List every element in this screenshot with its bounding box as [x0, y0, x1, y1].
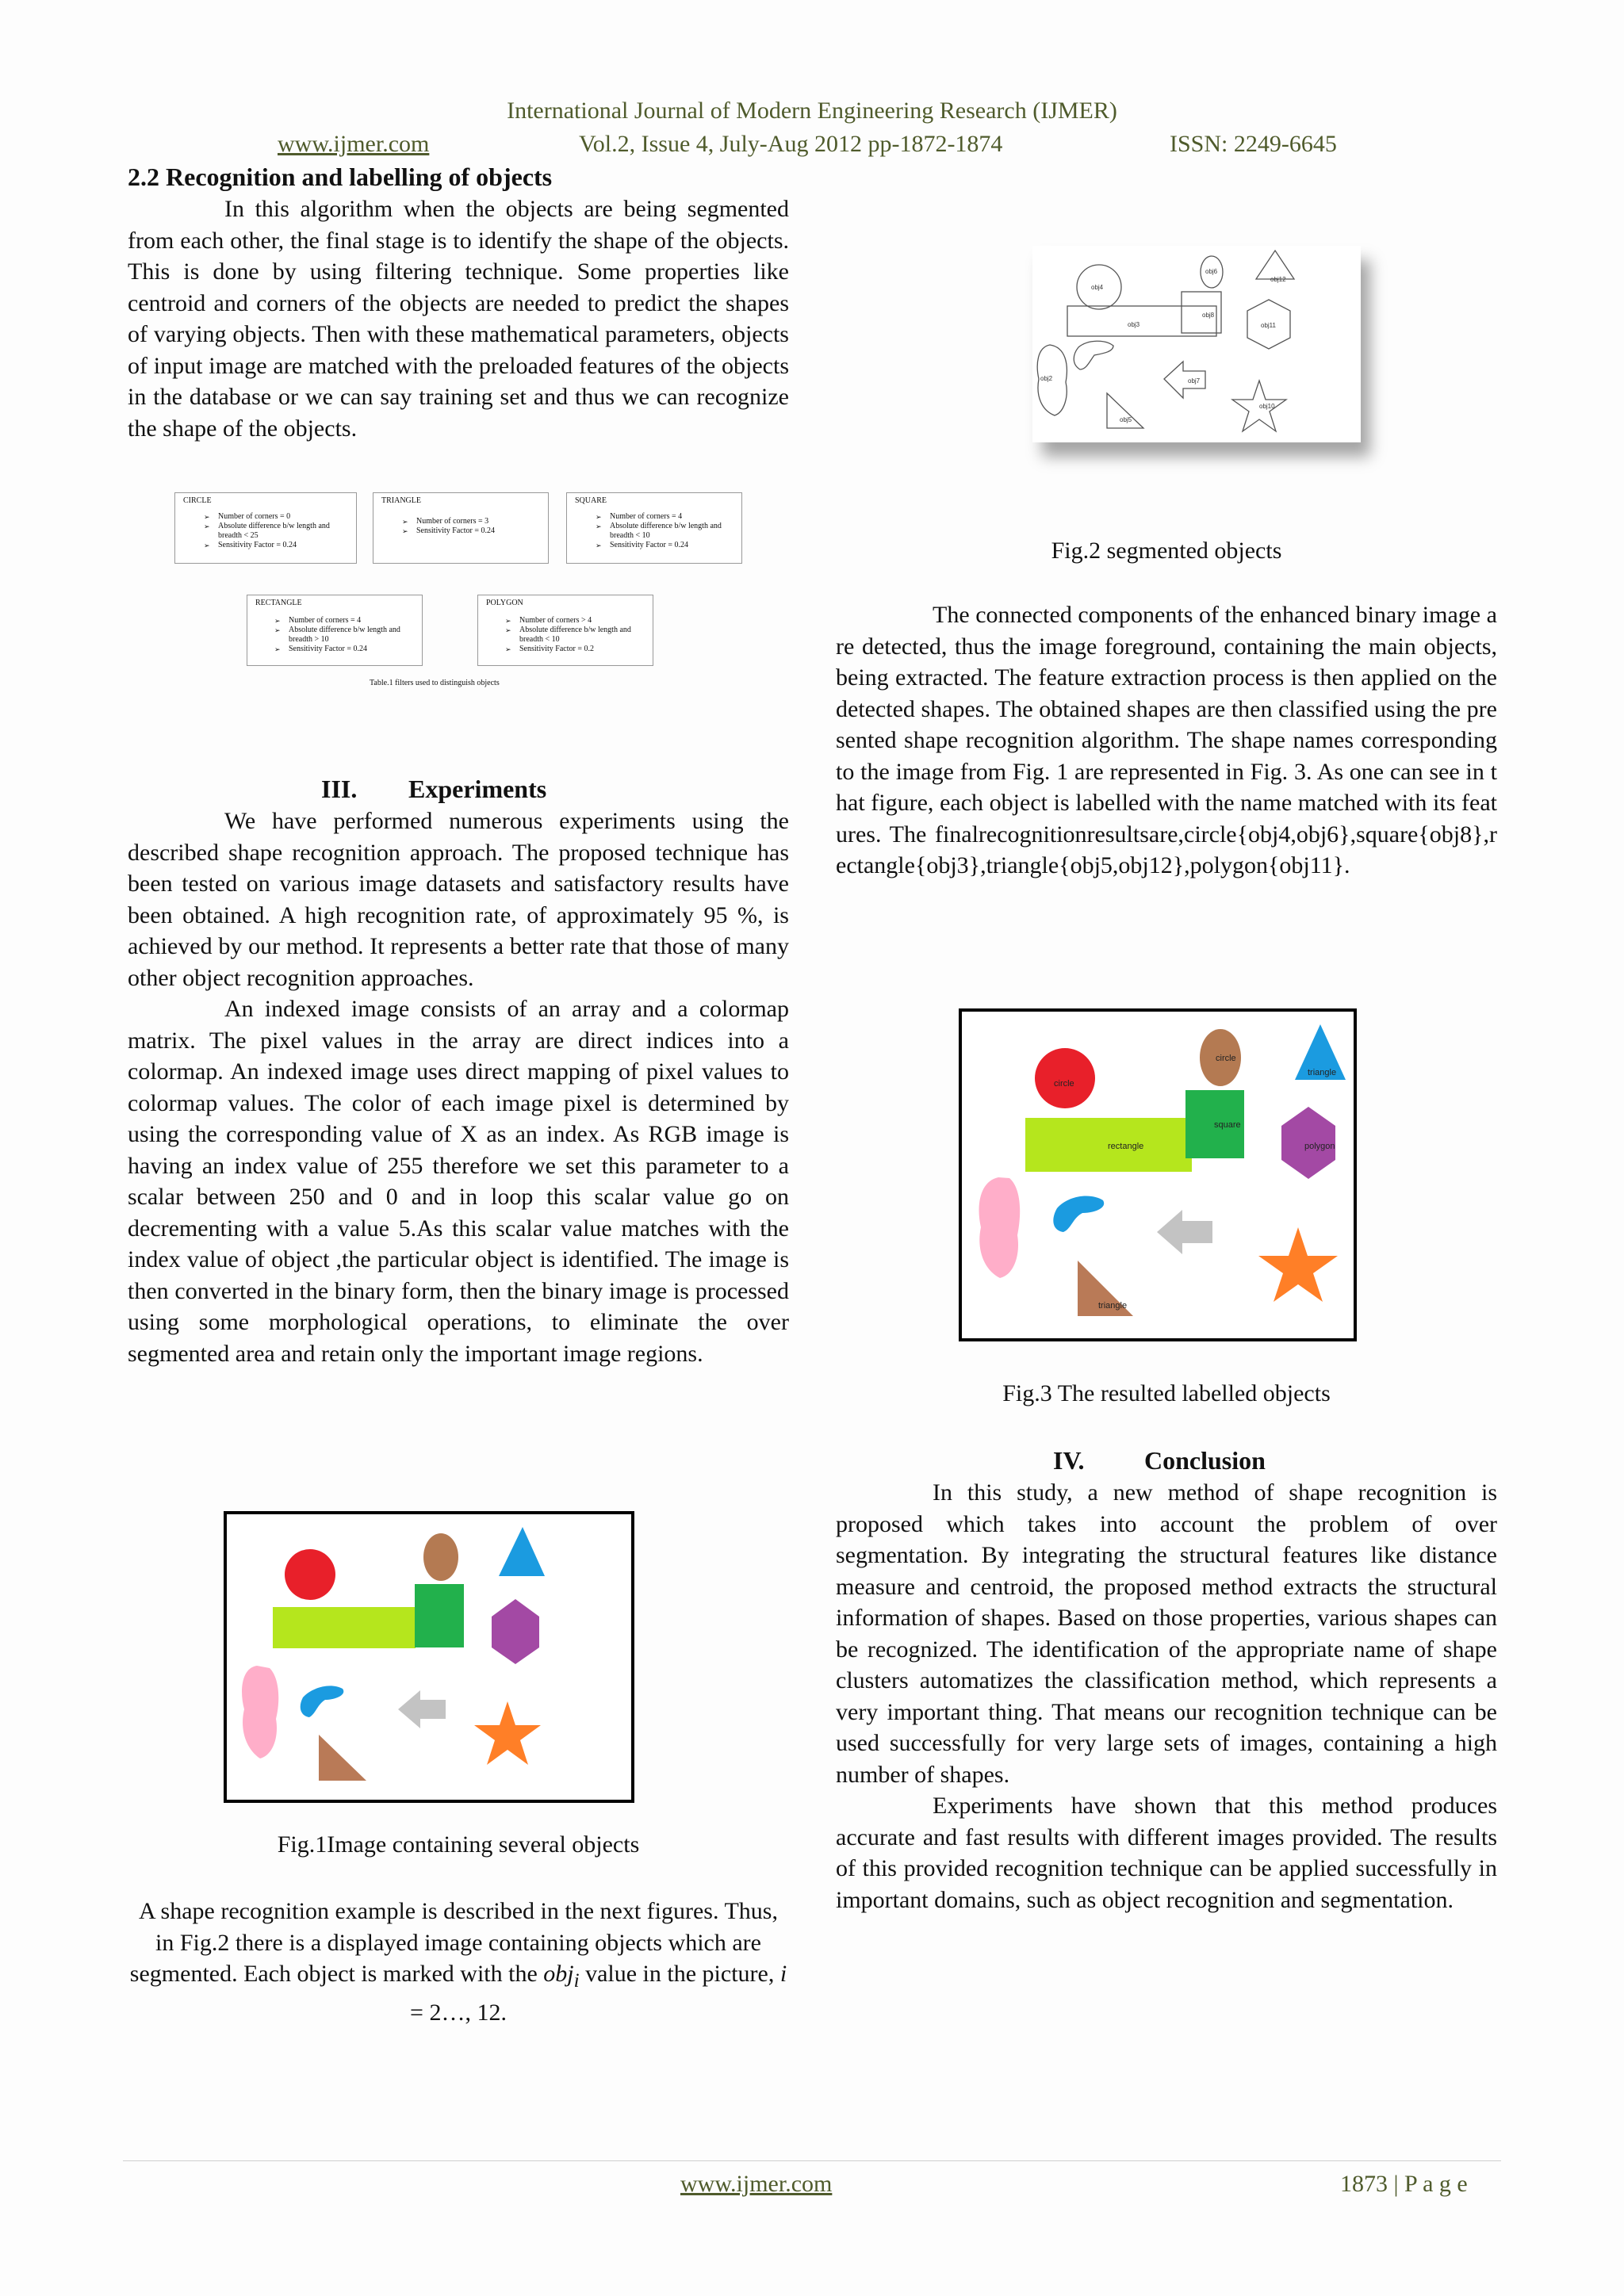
paragraph-text: A shape recognition example is described in the next figures. Thus, in Fig.2 there is a displayed image containing objects which are segmented. Each object is marked with the — [129, 1898, 778, 1987]
section-heading: Experiments — [408, 775, 547, 803]
filter-title: CIRCLE — [183, 496, 212, 505]
figure-background — [1032, 246, 1361, 442]
paragraph: An indexed image consists of an array and a colormap matrix. The pixel values in the array are direct indices into a colormap. An indexed image uses direct mapping of pixel values to colormap values. The color of each image pixel is determined by using the corresponding value of X as an index. As RGB image is having an index value of 255 therefore we set this parameter to a scalar between 250 and 0 and in loop this scalar value go on decrementing with a value 5.As this scalar value matches with the index value of object ,the particular object is identified. The image is then converted in the binary form, then the binary image is processed using some morphological operations, to eliminate the over segmented area and retain only the important image regions. — [128, 996, 789, 1367]
figure-2-caption: Fig.2 segmented objects — [1051, 538, 1282, 564]
obj-label: obj6 — [1205, 268, 1218, 275]
section-title: 2.2 Recognition and labelling of objects — [128, 163, 553, 191]
shape-label: square — [1214, 1120, 1241, 1130]
paragraph-text: value in the picture, — [579, 1961, 780, 1987]
filter-box-square — [566, 492, 742, 564]
filter-item: ➢ Sensitivity Factor = 0.2 — [505, 645, 645, 654]
filter-item: ➢ Number of corners = 4 — [596, 512, 735, 522]
obj-subscript: i — [573, 1970, 580, 1992]
green-square — [415, 1584, 464, 1647]
brown-oval — [423, 1533, 458, 1581]
section-heading: Conclusion — [1144, 1446, 1266, 1475]
figure-1-caption: Fig.1Image containing several objects — [277, 1831, 640, 1858]
filter-item: ➢ Number of corners = 4 — [274, 616, 414, 626]
figure-frame — [960, 1010, 1355, 1340]
filter-item: ➢ Absolute difference b/w length and breadth < 25 — [204, 522, 347, 541]
filter-box-polygon — [477, 595, 653, 666]
filter-title: POLYGON — [486, 599, 523, 607]
filter-item: ➢ Number of corners = 0 — [204, 512, 347, 522]
filter-item: ➢ Number of corners > 4 — [505, 616, 645, 626]
filter-item: ➢ Absolute difference b/w length and breadth > 10 — [274, 626, 414, 645]
figure-3-caption: Fig.3 The resulted labelled objects — [1002, 1380, 1331, 1406]
header-volume: Vol.2, Issue 4, July-Aug 2012 pp-1872-1874 — [579, 131, 1003, 157]
paragraph: We have performed numerous experiments using the described shape recognition approach. The proposed technique has been tested on various image datasets and satisfactory results have been obtained. A high recognition rate, of approximately 95 %, is achieved by our method. It represents a better rate that those of many other object recognition approaches. — [128, 808, 789, 991]
obj-label: obj8 — [1202, 312, 1215, 319]
obj-label: obj4 — [1091, 284, 1104, 291]
figure-1-image — [224, 1511, 634, 1803]
index-symbol: i — [779, 1961, 787, 1987]
filter-title: SQUARE — [575, 496, 607, 505]
obj-label: obj10 — [1259, 403, 1275, 410]
header-site-link[interactable]: www.ijmer.com — [278, 131, 430, 157]
filter-item: ➢ Absolute difference b/w length and breadth < 10 — [596, 522, 735, 541]
filter-item: ➢ Sensitivity Factor = 0.24 — [204, 541, 347, 550]
filter-item: ➢ Number of corners = 3 — [402, 517, 537, 526]
filter-title: RECTANGLE — [255, 599, 302, 607]
filter-item: ➢ Sensitivity Factor = 0.24 — [596, 541, 735, 550]
heading-number: IV. — [1053, 1446, 1085, 1475]
obj-label: obj5 — [1120, 416, 1132, 423]
paragraph: In this study, a new method of shape recognition is proposed which takes into account the problem of over segmentation. By integrating the structural features like distance measure and centroid, the proposed method extracts the structural information of shapes. Based on those properties, various shapes can be recognized. The identification of the appropriate name of shape clusters automatizes the classification method, which represents a very important thing. That means our recognition technique can be used successfully for very large sets of images, containing a high number of shapes. — [836, 1479, 1497, 1788]
obj-label: obj2 — [1040, 375, 1053, 382]
shape-label: polygon — [1304, 1142, 1335, 1151]
footer-rule — [123, 2160, 1501, 2161]
obj-label: obj7 — [1188, 377, 1201, 385]
shape-label: circle — [1216, 1054, 1236, 1063]
figure-2-image — [1032, 246, 1361, 442]
obj-label: obj3 — [1128, 321, 1140, 328]
paragraph — [128, 1896, 789, 2028]
filter-box-rectangle — [247, 595, 423, 666]
red-circle — [285, 1549, 335, 1600]
paragraph: The connected components of the enhanced binary image are detected, thus the image foreground, containing the main objects, being extracted. The feature extraction process is then applied on the detected shapes. The obtained shapes are then classified using the presented shape recognition algorithm. The shape names corresponding to the image from Fig. 1 are represented in Fig. 3. As one can see in that figure, each object is labelled with the name matched with its features. The finalrecognitionresultsare,circle{obj4,obj6},square{obj8},rectangle{obj3},triangle{obj5,obj12},polygon{obj11}. — [836, 602, 1497, 878]
filter-item: ➢ Sensitivity Factor = 0.24 — [402, 526, 537, 536]
heading-number: III. — [321, 775, 358, 803]
filter-item: ➢ Sensitivity Factor = 0.24 — [274, 645, 414, 654]
obj-label: obj12 — [1270, 276, 1286, 283]
header-issn: ISSN: 2249-6645 — [1170, 131, 1337, 157]
figure-3-image — [959, 1008, 1357, 1341]
shape-label: triangle — [1098, 1301, 1128, 1311]
paragraph: In this algorithm when the objects are being segmented from each other, the final stage is to identify the shape of the objects. This is done by using filtering technique. Some properties like centroid and corners of the objects are needed to predict the shapes of varying objects. Then with these mathematical parameters, objects of input image are matched with the preloaded features of the objects in the database or we can say training set and thus we can recognize the shape of the objects. — [128, 196, 789, 442]
obj-label: obj11 — [1261, 322, 1276, 329]
shape-label: rectangle — [1108, 1142, 1144, 1151]
paragraph-text: = 2…, 12. — [410, 1999, 507, 2026]
filter-box-triangle — [373, 492, 549, 564]
pink-blob — [979, 1177, 1021, 1278]
filter-item: ➢ Absolute difference b/w length and breadth < 10 — [505, 626, 645, 645]
obj-symbol: obj — [543, 1961, 574, 1987]
shape-label: triangle — [1308, 1068, 1337, 1077]
page-number: 1873 | P a g e — [1340, 2171, 1468, 2197]
filter-box-circle — [174, 492, 357, 564]
shape-label: circle — [1054, 1079, 1074, 1089]
journal-title: International Journal of Modern Engineering Research (IJMER) — [507, 98, 1117, 124]
lime-rectangle — [273, 1607, 416, 1648]
footer-site-link[interactable]: www.ijmer.com — [680, 2171, 833, 2197]
filter-title: TRIANGLE — [381, 496, 421, 505]
red-circle — [1035, 1048, 1095, 1108]
table-caption: Table.1 filters used to distinguish objects — [370, 679, 500, 687]
paragraph: Experiments have shown that this method produces accurate and fast results with different images provided. The results of this provided recognition technique can be applied successfully in important domains, such as object recognition and segmentation. — [836, 1793, 1497, 1913]
